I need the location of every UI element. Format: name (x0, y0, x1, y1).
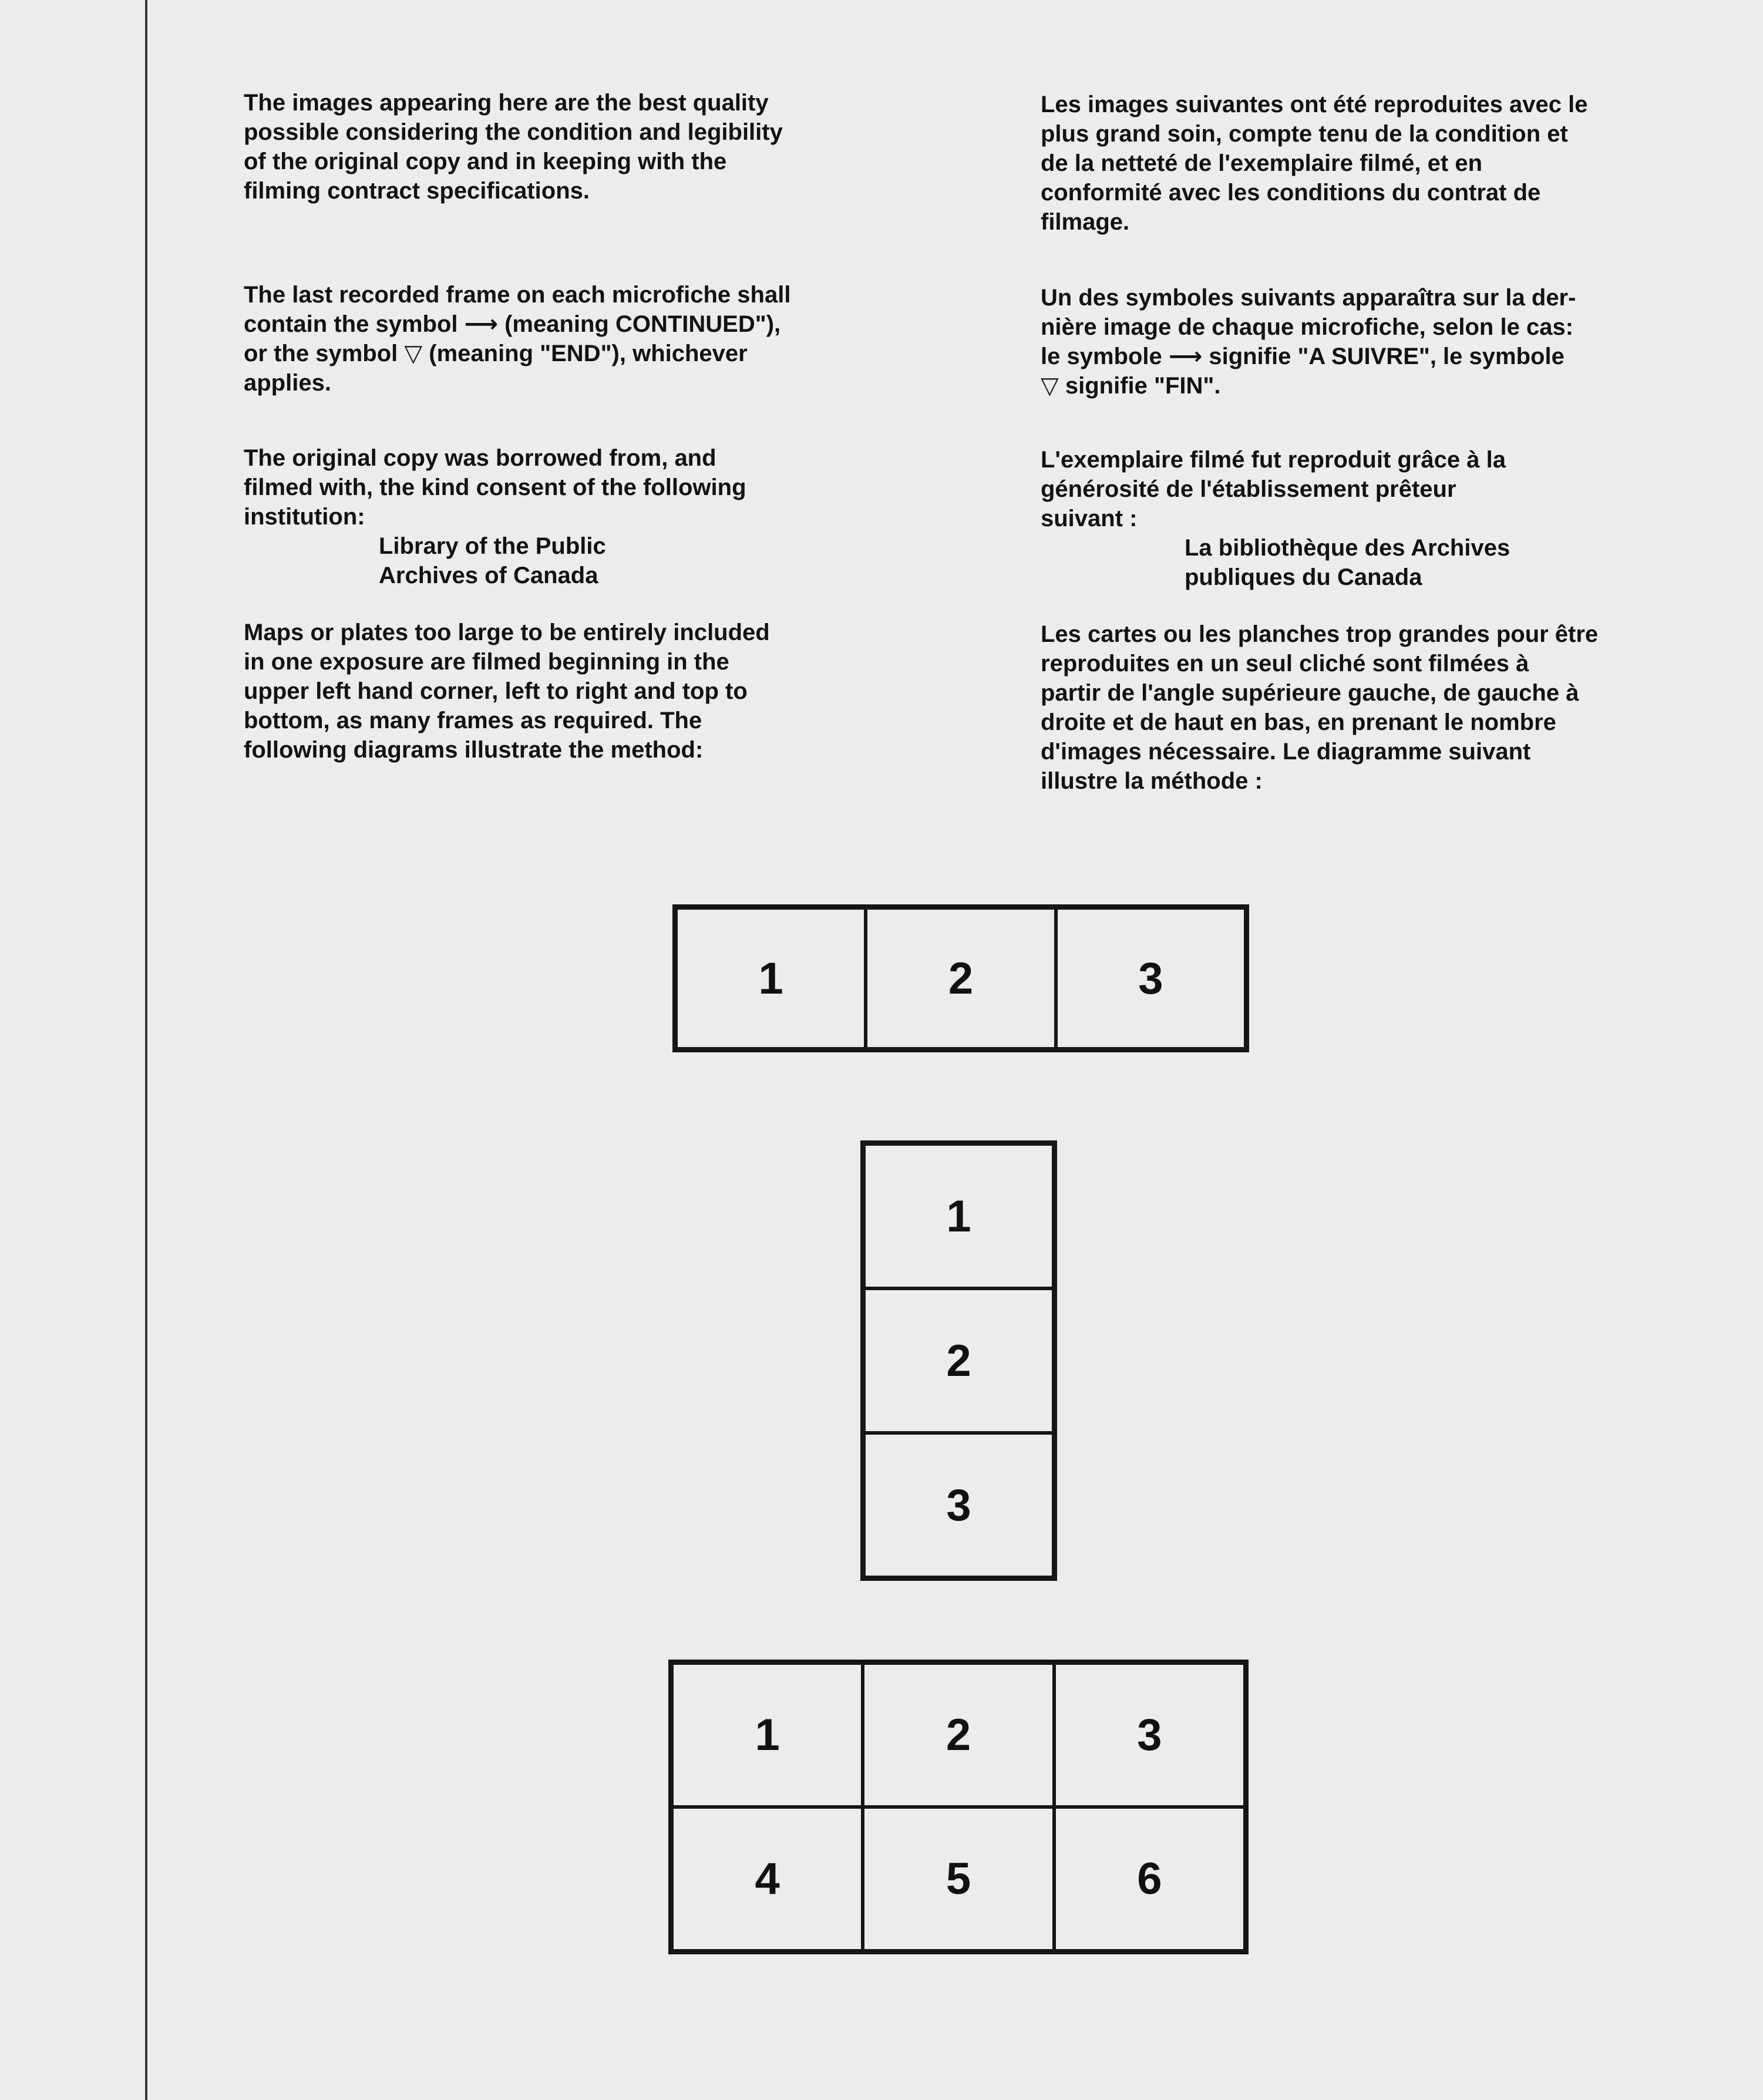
frame-cell: 1 (676, 908, 866, 1049)
frame-cell: 2 (863, 1663, 1054, 1807)
frame-symbol-paragraph-fr: Un des symboles suivants apparaîtra sur la der- nière image de chaque microfiche, selon le cas: le symbole ⟶ signifie "A SUIVRE", le symbole ▽ signifie "FIN". (1041, 285, 1576, 399)
french-column (1041, 445, 1704, 592)
frame-cell: 1 (864, 1144, 1054, 1288)
frame-cell: 4 (672, 1807, 863, 1951)
french-column (1041, 90, 1704, 237)
frame-cell: 3 (1054, 1663, 1245, 1807)
maps-paragraph-fr: Les cartes ou les planches trop grandes pour être reproduites en un seul cliché sont filmées à partir de l'angle supérieure gauche, de gauche à droite et de haut en bas, en prenant le nombre d'images nécessaire. Le diagramme suivant illustre la méthode : (1041, 621, 1599, 794)
quality-paragraph-fr: Les images suivantes ont été reproduites avec le plus grand soin, compte tenu de la condition et de la netteté de l'exemplaire filmé, et en conformité avec les conditions du contrat de filmage. (1041, 92, 1588, 235)
french-column (1041, 283, 1704, 401)
frame-cell: 1 (672, 1663, 863, 1807)
margin-rule (145, 0, 147, 2100)
horizontal-frame-diagram (672, 904, 1249, 1052)
frame-cell: 2 (864, 1288, 1054, 1433)
institution-name-fr: La bibliothèque des Archives publiques du Canada (1185, 535, 1510, 590)
frame-cell: 2 (866, 908, 1055, 1049)
frame-symbol-paragraph-en: The last recorded frame on each microfiche shall contain the symbol ⟶ (meaning CONTINUED"), or the symbol ▽ (meaning "END"), whichever applies. (244, 282, 791, 396)
frame-cell: 5 (863, 1807, 1054, 1951)
french-column (1041, 620, 1704, 796)
source-paragraph-en: The original copy was borrowed from, and filmed with, the kind consent of the following institution: (244, 445, 746, 530)
source-paragraph-fr: L'exemplaire filmé fut reproduit grâce à la générosité de l'établissement prêteur suivant : (1041, 447, 1506, 531)
quality-paragraph-en: The images appearing here are the best quality possible considering the condition and legibility of the original copy and in keeping with the filming contract specifications. (244, 90, 783, 204)
frame-cell: 6 (1054, 1807, 1245, 1951)
english-column (244, 88, 901, 206)
english-column (244, 618, 901, 765)
english-column (244, 280, 901, 398)
english-column (244, 443, 901, 590)
vertical-frame-diagram (860, 1140, 1057, 1581)
institution-name-en: Library of the Public Archives of Canada (379, 533, 606, 588)
maps-paragraph-en: Maps or plates too large to be entirely included in one exposure are filmed beginning in the upper left hand corner, left to right and top to bottom, as many frames as required. The following diagrams illustrate the method: (244, 620, 770, 763)
block-frame-diagram (668, 1660, 1249, 1954)
frame-cell: 3 (864, 1433, 1054, 1577)
frame-cell: 3 (1056, 908, 1246, 1049)
